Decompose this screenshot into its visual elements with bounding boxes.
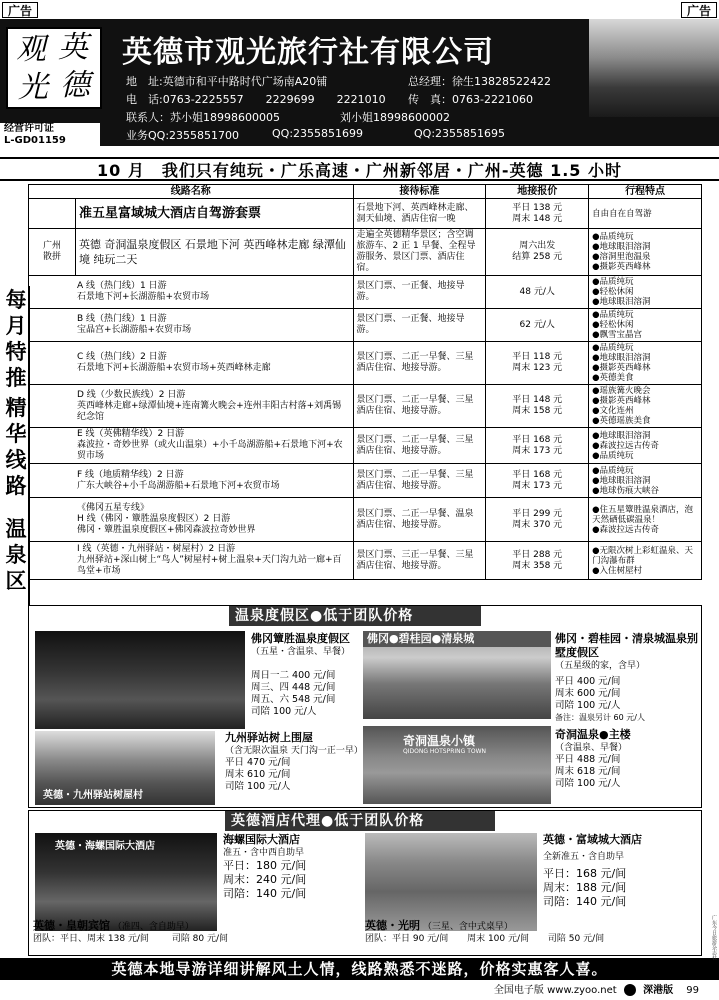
row-price — [486, 276, 589, 309]
hotspring-2-sub: （五星级的家，含早） — [555, 661, 646, 671]
hotel-section-title: 英德酒店代理●低于团队价格 — [225, 811, 495, 831]
feature-line: ●溶洞里泡温泉 — [592, 252, 651, 262]
header-standard: 接待标准 — [353, 185, 486, 199]
logo-char-4: 德 — [60, 68, 90, 103]
feature-line: ●文化连州 — [592, 406, 634, 416]
hotspring-3-price: 平日 470 元/间 — [225, 757, 291, 768]
table-row — [29, 276, 702, 309]
hotel-photo-1 — [35, 833, 217, 931]
hotel-1-sub: 准五・含中西自助早 — [223, 848, 305, 858]
hotel-3-price: 司陪 80 元/间 — [171, 934, 229, 944]
row-features — [589, 199, 702, 229]
feature-line: ●品质纯玩 — [592, 450, 634, 461]
footer-circle-icon — [624, 984, 636, 996]
row-features — [589, 428, 702, 464]
feature-line: ●品质纯玩 — [592, 232, 634, 242]
row-standard: 景区门票、二正一早餐、三星酒店住宿、地接导游。 — [353, 385, 486, 428]
row-route-name: 准五星富域城大酒店自驾游套票 — [75, 199, 353, 229]
qq-2: QQ:2355851699 — [272, 127, 364, 140]
hotspring-item-1 — [251, 632, 379, 718]
row-price — [486, 498, 589, 542]
feature-line: 自由自在自驾游 — [592, 208, 652, 219]
hotspring-1-price: 周日一二 400 元/间 — [251, 670, 336, 681]
scenery-photo — [589, 19, 719, 117]
price-line: 平日 299 元 — [512, 508, 563, 519]
hotspring-2-price: 司陪 100 元/人 — [555, 700, 621, 711]
general-manager: 总经理：徐生13828522422 — [408, 75, 551, 88]
hotspring-2-name: 佛冈・碧桂园・清泉城温泉别墅度假区 — [555, 632, 698, 659]
feature-line: ●品质纯玩 — [592, 343, 634, 353]
logo-char-1: 观 — [16, 32, 46, 67]
hotspring-1-price: 司陪 100 元/人 — [251, 706, 317, 717]
hotel-2-price: 平日：168 元/间 — [543, 867, 627, 880]
group-label-essence: 精华线路 — [5, 395, 27, 498]
row-route-name: D 线（少数民族线）2 日游 英西峰林走廊+绿潭仙境+连南篝火晚会+连州丰阳古村落+刘禹锡纪念馆 — [29, 385, 354, 428]
license-box — [0, 123, 100, 147]
table-row — [29, 464, 702, 498]
header-features: 行程特点 — [589, 185, 702, 199]
price-line: 48 元/人 — [519, 286, 555, 297]
feature-line: ●地球眼泪溶洞 — [592, 242, 651, 252]
footer-site: 全国电子版 www.zyoo.net — [493, 985, 617, 996]
header-route-name: 线路名称 — [29, 185, 354, 199]
hotel-photo-2 — [365, 833, 537, 931]
slogan-bar: 英德本地导游详细讲解风土人情，线路熟悉不迷路，价格实惠客人喜。 — [0, 958, 719, 980]
row-route-name: C 线（热门线）2 日游 石景地下河+长湖游船+农贸市场+英西峰林走廊 — [29, 342, 354, 385]
row-route-name: F 线（地质精华线）2 日游 广东大峡谷+小千岛湖游船+石景地下河+农贸市场 — [29, 464, 354, 498]
price-line: 周末 173 元 — [512, 480, 563, 491]
hotspring-item-4 — [555, 728, 701, 790]
hotspring-2-note: 备注：温泉另计 60 元/人 — [555, 713, 645, 722]
footer-page-number: 99 — [686, 985, 699, 996]
license-number: L-GD01159 — [4, 135, 66, 146]
price-line: 结算 258 元 — [512, 252, 563, 262]
row-standard: 景区门票、三正一早餐、三星酒店住宿、地接导游。 — [353, 542, 486, 580]
row-features — [589, 542, 702, 580]
feature-line: ●英德美食 — [592, 373, 634, 383]
table-row — [29, 229, 702, 276]
row-price — [486, 309, 589, 342]
row-route-name: 《佛冈五星专线》 H 线（佛冈・簟胜温泉度假区）2 日游 佛冈・簟胜温泉度假区+佛冈森波拉奇妙世界 — [29, 498, 354, 542]
hotspring-photo-1 — [35, 631, 245, 729]
feature-line: ●品质纯玩 — [592, 310, 634, 320]
feature-line: ●品质纯玩 — [592, 277, 634, 287]
hotel-4-price: 团队：平日 90 元/间 — [365, 934, 449, 944]
table-row — [29, 428, 702, 464]
feature-line: ●住五星簟胜温泉酒店，泡天然硒低碳温泉！ — [592, 504, 694, 525]
row-features — [589, 342, 702, 385]
route-table — [28, 184, 702, 580]
address: 地 址:英德市和平中路时代广场南A20铺 — [126, 75, 328, 88]
table-row — [29, 342, 702, 385]
company-name: 英德市观光旅行社有限公司 — [122, 35, 494, 70]
hotspring-3-price: 周末 610 元/间 — [225, 769, 291, 780]
hotspring-photo-4 — [363, 726, 551, 804]
table-row — [29, 309, 702, 342]
header-price: 地接报价 — [486, 185, 589, 199]
feature-line: ●轻松休闲 — [592, 287, 634, 297]
ad-label-left: 广告 — [2, 2, 38, 18]
hotspring-photo-3 — [35, 731, 215, 805]
row-standard: 景区门票、二正一早餐、温泉酒店住宿、地接导游。 — [353, 498, 486, 542]
price-line: 周末 148 元 — [512, 213, 563, 224]
feature-line: ●森波拉远古传奇 — [592, 524, 660, 535]
hotel-item-3 — [33, 919, 363, 945]
feature-line: ●森波拉远古传奇 — [592, 440, 660, 451]
row-features — [589, 385, 702, 428]
row-label — [29, 199, 76, 229]
hotel-2-name: 英德・富域城大酒店 — [543, 833, 642, 846]
hotel-item-4 — [365, 919, 699, 945]
row-route-name: 英德 奇洞温泉度假区 石景地下河 英西峰林走廊 绿潭仙境 纯玩二天 — [75, 229, 353, 276]
hotel-section — [28, 810, 702, 956]
row-standard: 景区门票、一正餐、地接导游。 — [353, 309, 486, 342]
row-route-name: E 线（英佛精华线）2 日游 森波拉・奇妙世界（或火山温泉）+小千岛湖游船+石景地下河+农贸市场 — [29, 428, 354, 464]
hotel-1-price: 司陪：140 元/间 — [223, 887, 307, 900]
logo-char-2: 英 — [58, 30, 88, 65]
row-standard: 景区门票、二正一早餐、三星酒店住宿、地接导游。 — [353, 342, 486, 385]
footer-edition: 深港版 — [643, 985, 674, 996]
row-label: 广州 散拼 — [29, 229, 76, 276]
price-line: 平日 148 元 — [512, 395, 563, 405]
price-line: 平日 288 元 — [512, 549, 563, 560]
feature-line: ●地球眼泪溶洞 — [592, 475, 651, 486]
row-standard: 石景地下河、英西峰林走廊、洞天仙境、酒店住宿一晚 — [353, 199, 486, 229]
hotspring-section — [28, 605, 702, 808]
qq-3: QQ:2355851695 — [414, 127, 506, 140]
row-standard: 景区门票、一正餐、地接导游。 — [353, 276, 486, 309]
row-price — [486, 229, 589, 276]
hotspring-item-3 — [225, 731, 361, 793]
hotel-3-price: 团队：平日、周末 138 元/间 — [33, 934, 149, 944]
row-standard: 景区门票、二正一早餐、三星酒店住宿、地接导游。 — [353, 464, 486, 498]
row-route-name: B 线（热门线）1 日游 宝晶宫+长湖游船+农贸市场 — [29, 309, 354, 342]
phone: 电 话:0763-2225557 2229699 2221010 — [126, 93, 386, 106]
feature-line: ●轻松休闲 — [592, 320, 634, 330]
hotspring-2-price: 平日 400 元/间 — [555, 676, 621, 687]
price-line: 周六出发 — [519, 241, 556, 251]
hotspring-section-title: 温泉度假区●低于团队价格 — [229, 606, 481, 626]
price-line: 周末 173 元 — [512, 445, 563, 456]
hotspring-2-image-label: 佛冈●碧桂园●清泉城 — [363, 631, 551, 647]
hotspring-3-price: 司陪 100 元/人 — [225, 781, 291, 792]
hotel-2-sub: 全新准五・含自助早 — [543, 852, 625, 862]
hotspring-3-image-label: 英德・九州驿站树屋村 — [43, 790, 143, 801]
table-row — [29, 542, 702, 580]
feature-line: ●地球伤痕大峡谷 — [592, 485, 660, 496]
contact-1: 联系人：苏小姐18998600005 — [126, 111, 280, 124]
hotspring-photo-2 — [363, 631, 551, 719]
price-line: 周末 358 元 — [512, 560, 563, 571]
hotspring-4-image-label: 奇洞温泉小镇 — [403, 734, 476, 748]
price-line: 周末 158 元 — [512, 406, 563, 416]
hotel-1-name: 海螺国际大酒店 — [223, 833, 300, 846]
feature-line: ●瑶族篝火晚会 — [592, 386, 651, 396]
row-price — [486, 464, 589, 498]
price-line: 平日 118 元 — [512, 352, 563, 362]
feature-line: ●英德瑶族美食 — [592, 416, 651, 426]
hotspring-2-price: 周末 600 元/间 — [555, 688, 621, 699]
feature-line: ●摄影英西峰林 — [592, 262, 651, 272]
hotel-2-price: 司陪：140 元/间 — [543, 895, 627, 908]
row-standard: 走遍全英德精华景区；含空调旅游车、2 正 1 早餐、全程导游服务、景区门票、酒店住宿。 — [353, 229, 486, 276]
price-line: 平日 168 元 — [512, 469, 563, 480]
hotspring-4-price: 司陪 100 元/人 — [555, 778, 621, 789]
feature-line: ●地球眼泪溶洞 — [592, 353, 651, 363]
hotspring-item-2 — [555, 632, 701, 724]
feature-line: ●摄影英西峰林 — [592, 396, 651, 406]
hotspring-4-price: 周末 618 元/间 — [555, 766, 621, 777]
company-header — [0, 19, 719, 146]
feature-line: ●品质纯玩 — [592, 465, 634, 476]
promo-banner: 10 月 我们只有纯玩・广乐高速・广州新邻居・广州-英德 1.5 小时 — [0, 157, 719, 181]
hotspring-4-price: 平日 488 元/间 — [555, 754, 621, 765]
table-row — [29, 199, 702, 229]
row-price — [486, 428, 589, 464]
license-label: 经营许可证 — [4, 123, 54, 134]
row-features — [589, 464, 702, 498]
hotspring-3-name: 九州驿站树上围屋 — [225, 731, 313, 744]
hotel-item-1 — [223, 833, 353, 901]
business-qq: 业务QQ:2355851700 — [126, 129, 240, 142]
row-price — [486, 199, 589, 229]
hotspring-3-sub: （含无限次温泉 天门沟一正一早） — [225, 746, 363, 756]
company-logo — [6, 27, 102, 109]
hotspring-4-sub: （含温泉、早餐） — [555, 743, 628, 753]
page-footer — [494, 984, 699, 998]
feature-line: ●摄影英西峰林 — [592, 363, 651, 373]
row-route-name: A 线（热门线）1 日游 石景地下河+长湖游船+农贸市场 — [29, 276, 354, 309]
feature-line: ●飘雪宝晶宫 — [592, 330, 643, 340]
row-features — [589, 229, 702, 276]
price-line: 平日 168 元 — [512, 434, 563, 445]
feature-line: ●地球眼泪溶洞 — [592, 430, 651, 441]
row-price — [486, 542, 589, 580]
ad-label-right: 广告 — [681, 2, 717, 18]
feature-line: ●无限次树上彩虹温泉、天门沟瀑布群 — [592, 545, 694, 566]
price-line: 平日 138 元 — [512, 202, 563, 213]
row-standard: 景区门票、二正一早餐、三星酒店住宿、地接导游。 — [353, 428, 486, 464]
hotel-4-price: 司陪 50 元/间 — [547, 934, 605, 944]
price-line: 周末 370 元 — [512, 519, 563, 530]
feature-line: ●地球眼泪溶洞 — [592, 297, 651, 307]
row-features — [589, 309, 702, 342]
hotel-1-price: 周末：240 元/间 — [223, 873, 307, 886]
table-row — [29, 385, 702, 428]
table-row — [29, 498, 702, 542]
hotel-3-name: 英德・皇朝宾馆 — [33, 919, 110, 932]
hotel-4-name: 英德・光明 — [365, 919, 420, 932]
hotspring-1-price: 周三、四 448 元/间 — [251, 682, 336, 693]
hotel-2-price: 周末：188 元/间 — [543, 881, 627, 894]
group-label-hotspring: 温泉区 — [5, 516, 27, 593]
table-header-row — [29, 185, 702, 199]
hotel-4-sub: （三星、含中式桌早） — [422, 922, 513, 932]
fax: 传 真：0763-2221060 — [408, 93, 533, 106]
hotspring-4-name: 奇洞温泉●主楼 — [555, 728, 631, 741]
row-price — [486, 385, 589, 428]
row-price — [486, 342, 589, 385]
group-label-monthly: 每月特推 — [5, 287, 27, 390]
hotspring-4-image-sublabel: QIDONG HOTSPRING TOWN — [403, 748, 486, 755]
contact-2: 刘小姐18998600002 — [340, 111, 450, 124]
row-route-name: I 线（英德・九州驿站・树屋村）2 日游 九州驿站+深山树上“鸟人”树屋村+树上温泉+天门沟九站一廊+百鸟堂+市场 — [29, 542, 354, 580]
hotel-4-price: 周末 100 元/间 — [467, 934, 530, 944]
hotel-3-sub: （准四、含自助早） — [112, 922, 194, 932]
row-features — [589, 498, 702, 542]
price-line: 周末 123 元 — [512, 363, 563, 373]
feature-line: ●入住树屋村 — [592, 565, 643, 576]
hotel-1-image-label: 英德・海螺国际大酒店 — [55, 841, 155, 852]
logo-char-3: 光 — [18, 70, 48, 105]
hotspring-1-sub: （五星・含温泉、早餐） — [251, 647, 351, 657]
hotspring-1-price: 周五、六 548 元/间 — [251, 694, 336, 705]
hotel-item-2 — [543, 833, 699, 909]
row-features — [589, 276, 702, 309]
price-line: 62 元/人 — [519, 319, 555, 330]
side-note: 广东今日旅游杂志社 — [711, 915, 717, 960]
hotspring-1-name: 佛冈簟胜温泉度假区 — [251, 632, 350, 645]
hotel-1-price: 平日：180 元/间 — [223, 859, 307, 872]
